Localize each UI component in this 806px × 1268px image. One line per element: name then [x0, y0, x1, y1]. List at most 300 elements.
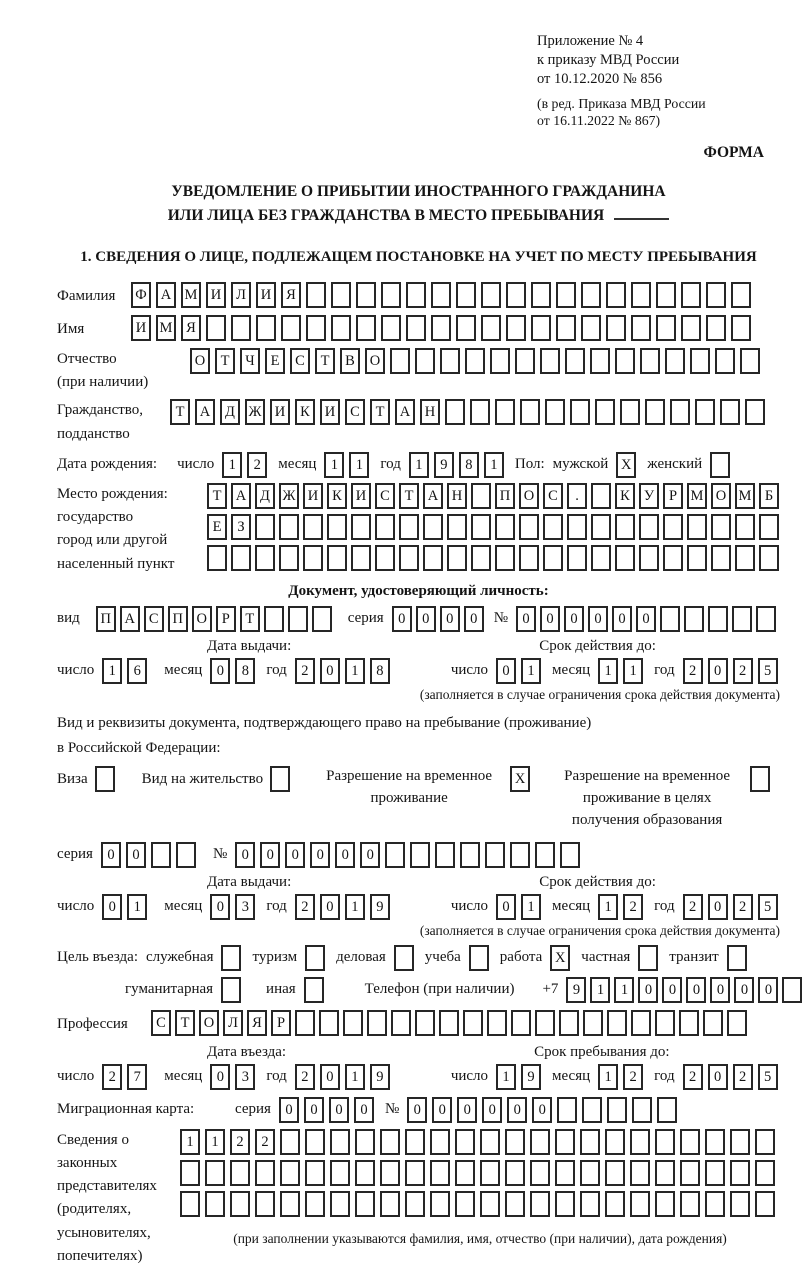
char-cell[interactable]	[356, 282, 376, 308]
char-cell[interactable]: Т	[370, 399, 390, 425]
char-cell[interactable]: 3	[235, 1064, 255, 1090]
char-cell[interactable]	[680, 1160, 700, 1186]
char-cell[interactable]: А	[195, 399, 215, 425]
char-cell[interactable]	[231, 545, 251, 571]
char-cell[interactable]: 5	[758, 1064, 778, 1090]
char-cell[interactable]: 2	[733, 1064, 753, 1090]
char-cell[interactable]	[631, 1010, 651, 1036]
char-cell[interactable]	[381, 282, 401, 308]
char-cell[interactable]	[331, 282, 351, 308]
char-cell[interactable]: Я	[181, 315, 201, 341]
char-cell[interactable]	[456, 282, 476, 308]
char-cell[interactable]: Д	[255, 483, 275, 509]
char-cell[interactable]	[515, 348, 535, 374]
char-cell[interactable]	[151, 842, 171, 868]
char-cell[interactable]	[687, 514, 707, 540]
char-cell[interactable]	[557, 1097, 577, 1123]
char-cell[interactable]	[703, 1010, 723, 1036]
char-cell[interactable]	[505, 1129, 525, 1155]
char-cell[interactable]: Р	[216, 606, 236, 632]
char-cell[interactable]	[756, 606, 776, 632]
char-cell[interactable]: 0	[532, 1097, 552, 1123]
char-cell[interactable]	[306, 282, 326, 308]
char-cell[interactable]	[782, 977, 802, 1003]
char-cell[interactable]: И	[206, 282, 226, 308]
char-cell[interactable]: М	[735, 483, 755, 509]
char-cell[interactable]	[430, 1129, 450, 1155]
char-cell[interactable]: Ж	[245, 399, 265, 425]
char-cell[interactable]	[582, 1097, 602, 1123]
char-cell[interactable]	[555, 1160, 575, 1186]
char-cell[interactable]: 0	[285, 842, 305, 868]
char-cell[interactable]	[731, 315, 751, 341]
char-cell[interactable]	[590, 348, 610, 374]
char-cell[interactable]: М	[687, 483, 707, 509]
char-cell[interactable]	[520, 399, 540, 425]
char-cell[interactable]: 1	[598, 894, 618, 920]
char-cell[interactable]	[490, 348, 510, 374]
char-cell[interactable]	[180, 1191, 200, 1217]
char-cell[interactable]	[581, 315, 601, 341]
char-cell[interactable]: 0	[516, 606, 536, 632]
char-cell[interactable]	[355, 1160, 375, 1186]
char-cell[interactable]	[440, 348, 460, 374]
char-cell[interactable]	[580, 1160, 600, 1186]
char-cell[interactable]: Т	[315, 348, 335, 374]
char-cell[interactable]	[455, 1129, 475, 1155]
char-cell[interactable]: 0	[210, 658, 230, 684]
char-cell[interactable]	[288, 606, 308, 632]
char-cell[interactable]	[485, 842, 505, 868]
char-cell[interactable]: 0	[360, 842, 380, 868]
char-cell[interactable]	[380, 1129, 400, 1155]
char-cell[interactable]	[640, 348, 660, 374]
char-cell[interactable]: О	[711, 483, 731, 509]
char-cell[interactable]	[690, 348, 710, 374]
char-cell[interactable]	[471, 514, 491, 540]
char-cell[interactable]: 0	[612, 606, 632, 632]
char-cell[interactable]	[176, 842, 196, 868]
char-cell[interactable]: Р	[663, 483, 683, 509]
temp-residence-education-checkbox[interactable]	[750, 766, 770, 792]
char-cell[interactable]	[230, 1160, 250, 1186]
char-cell[interactable]	[655, 1160, 675, 1186]
char-cell[interactable]	[423, 514, 443, 540]
char-cell[interactable]	[447, 514, 467, 540]
char-cell[interactable]	[620, 399, 640, 425]
char-cell[interactable]	[732, 606, 752, 632]
char-cell[interactable]: 0	[335, 842, 355, 868]
char-cell[interactable]: 0	[496, 894, 516, 920]
residence-permit-checkbox[interactable]	[270, 766, 290, 792]
char-cell[interactable]: 1	[345, 894, 365, 920]
char-cell[interactable]	[530, 1191, 550, 1217]
char-cell[interactable]	[480, 1160, 500, 1186]
char-cell[interactable]	[431, 315, 451, 341]
char-cell[interactable]: 0	[758, 977, 778, 1003]
char-cell[interactable]: А	[423, 483, 443, 509]
char-cell[interactable]	[731, 282, 751, 308]
char-cell[interactable]	[655, 1129, 675, 1155]
char-cell[interactable]	[330, 1191, 350, 1217]
char-cell[interactable]	[305, 1191, 325, 1217]
char-cell[interactable]	[755, 1160, 775, 1186]
char-cell[interactable]	[631, 315, 651, 341]
char-cell[interactable]	[305, 1160, 325, 1186]
char-cell[interactable]	[447, 545, 467, 571]
purpose-tourism-checkbox[interactable]	[305, 945, 325, 971]
char-cell[interactable]	[375, 514, 395, 540]
char-cell[interactable]	[470, 399, 490, 425]
char-cell[interactable]	[456, 315, 476, 341]
char-cell[interactable]: 9	[434, 452, 454, 478]
char-cell[interactable]	[695, 399, 715, 425]
char-cell[interactable]	[303, 545, 323, 571]
char-cell[interactable]	[706, 315, 726, 341]
char-cell[interactable]	[355, 1191, 375, 1217]
char-cell[interactable]	[705, 1191, 725, 1217]
char-cell[interactable]: 1	[180, 1129, 200, 1155]
char-cell[interactable]	[375, 545, 395, 571]
char-cell[interactable]: 1	[598, 1064, 618, 1090]
char-cell[interactable]: С	[543, 483, 563, 509]
char-cell[interactable]	[545, 399, 565, 425]
char-cell[interactable]	[607, 1010, 627, 1036]
char-cell[interactable]	[615, 514, 635, 540]
char-cell[interactable]: 0	[662, 977, 682, 1003]
purpose-private-checkbox[interactable]	[638, 945, 658, 971]
char-cell[interactable]	[343, 1010, 363, 1036]
char-cell[interactable]	[656, 315, 676, 341]
char-cell[interactable]	[455, 1191, 475, 1217]
char-cell[interactable]: И	[131, 315, 151, 341]
char-cell[interactable]: 0	[416, 606, 436, 632]
char-cell[interactable]	[565, 348, 585, 374]
char-cell[interactable]: Л	[223, 1010, 243, 1036]
char-cell[interactable]: 0	[279, 1097, 299, 1123]
char-cell[interactable]	[399, 514, 419, 540]
char-cell[interactable]	[495, 514, 515, 540]
char-cell[interactable]	[280, 1191, 300, 1217]
char-cell[interactable]	[735, 545, 755, 571]
char-cell[interactable]: Я	[281, 282, 301, 308]
char-cell[interactable]	[630, 1191, 650, 1217]
char-cell[interactable]	[580, 1129, 600, 1155]
char-cell[interactable]	[255, 1160, 275, 1186]
char-cell[interactable]	[583, 1010, 603, 1036]
char-cell[interactable]: 1	[102, 658, 122, 684]
char-cell[interactable]	[506, 315, 526, 341]
title-blank-line[interactable]	[614, 218, 669, 220]
char-cell[interactable]: И	[351, 483, 371, 509]
char-cell[interactable]	[231, 315, 251, 341]
char-cell[interactable]	[530, 1129, 550, 1155]
char-cell[interactable]	[381, 315, 401, 341]
char-cell[interactable]	[639, 514, 659, 540]
char-cell[interactable]	[711, 545, 731, 571]
char-cell[interactable]	[511, 1010, 531, 1036]
char-cell[interactable]	[264, 606, 284, 632]
char-cell[interactable]	[591, 514, 611, 540]
char-cell[interactable]	[495, 545, 515, 571]
char-cell[interactable]	[745, 399, 765, 425]
female-checkbox[interactable]	[710, 452, 730, 478]
char-cell[interactable]: 0	[329, 1097, 349, 1123]
char-cell[interactable]: О	[190, 348, 210, 374]
char-cell[interactable]	[681, 282, 701, 308]
char-cell[interactable]: 5	[758, 894, 778, 920]
char-cell[interactable]: 1	[409, 452, 429, 478]
char-cell[interactable]	[615, 545, 635, 571]
char-cell[interactable]: С	[290, 348, 310, 374]
char-cell[interactable]: 0	[482, 1097, 502, 1123]
char-cell[interactable]: 0	[708, 658, 728, 684]
char-cell[interactable]	[559, 1010, 579, 1036]
char-cell[interactable]: Я	[247, 1010, 267, 1036]
char-cell[interactable]	[455, 1160, 475, 1186]
char-cell[interactable]	[567, 514, 587, 540]
char-cell[interactable]	[205, 1191, 225, 1217]
char-cell[interactable]: 0	[636, 606, 656, 632]
char-cell[interactable]	[530, 1160, 550, 1186]
char-cell[interactable]	[487, 1010, 507, 1036]
char-cell[interactable]	[740, 348, 760, 374]
char-cell[interactable]	[567, 545, 587, 571]
char-cell[interactable]: 2	[733, 894, 753, 920]
char-cell[interactable]	[481, 315, 501, 341]
char-cell[interactable]: 1	[324, 452, 344, 478]
char-cell[interactable]	[730, 1129, 750, 1155]
char-cell[interactable]: 0	[320, 1064, 340, 1090]
char-cell[interactable]: 2	[683, 658, 703, 684]
char-cell[interactable]	[306, 315, 326, 341]
char-cell[interactable]	[327, 514, 347, 540]
char-cell[interactable]	[631, 282, 651, 308]
char-cell[interactable]	[327, 545, 347, 571]
char-cell[interactable]	[380, 1160, 400, 1186]
char-cell[interactable]: С	[144, 606, 164, 632]
char-cell[interactable]	[655, 1191, 675, 1217]
char-cell[interactable]: Р	[271, 1010, 291, 1036]
char-cell[interactable]: И	[256, 282, 276, 308]
char-cell[interactable]: У	[639, 483, 659, 509]
char-cell[interactable]	[385, 842, 405, 868]
char-cell[interactable]: 0	[440, 606, 460, 632]
char-cell[interactable]	[519, 514, 539, 540]
char-cell[interactable]	[430, 1191, 450, 1217]
char-cell[interactable]	[570, 399, 590, 425]
char-cell[interactable]: 0	[210, 1064, 230, 1090]
char-cell[interactable]: 2	[623, 1064, 643, 1090]
char-cell[interactable]: 0	[457, 1097, 477, 1123]
char-cell[interactable]	[560, 842, 580, 868]
char-cell[interactable]	[330, 1129, 350, 1155]
char-cell[interactable]	[463, 1010, 483, 1036]
char-cell[interactable]: И	[270, 399, 290, 425]
char-cell[interactable]: 9	[370, 894, 390, 920]
char-cell[interactable]: К	[327, 483, 347, 509]
char-cell[interactable]	[279, 514, 299, 540]
char-cell[interactable]	[303, 514, 323, 540]
char-cell[interactable]: С	[151, 1010, 171, 1036]
char-cell[interactable]: Т	[170, 399, 190, 425]
char-cell[interactable]	[591, 483, 611, 509]
char-cell[interactable]	[519, 545, 539, 571]
char-cell[interactable]: П	[495, 483, 515, 509]
char-cell[interactable]: О	[519, 483, 539, 509]
char-cell[interactable]: 0	[260, 842, 280, 868]
char-cell[interactable]: 1	[598, 658, 618, 684]
char-cell[interactable]	[415, 348, 435, 374]
char-cell[interactable]	[431, 282, 451, 308]
purpose-other-checkbox[interactable]	[304, 977, 324, 1003]
char-cell[interactable]: 1	[484, 452, 504, 478]
char-cell[interactable]: 1	[521, 658, 541, 684]
char-cell[interactable]	[406, 282, 426, 308]
char-cell[interactable]	[405, 1160, 425, 1186]
char-cell[interactable]	[555, 1129, 575, 1155]
char-cell[interactable]: 1	[345, 658, 365, 684]
char-cell[interactable]	[505, 1191, 525, 1217]
char-cell[interactable]	[715, 348, 735, 374]
char-cell[interactable]	[581, 282, 601, 308]
char-cell[interactable]	[681, 315, 701, 341]
char-cell[interactable]: 0	[310, 842, 330, 868]
char-cell[interactable]	[720, 399, 740, 425]
char-cell[interactable]	[355, 1129, 375, 1155]
char-cell[interactable]	[480, 1129, 500, 1155]
char-cell[interactable]: 1	[614, 977, 634, 1003]
char-cell[interactable]	[351, 514, 371, 540]
purpose-work-checkbox[interactable]: X	[550, 945, 570, 971]
char-cell[interactable]	[663, 545, 683, 571]
char-cell[interactable]: М	[181, 282, 201, 308]
char-cell[interactable]	[705, 1160, 725, 1186]
char-cell[interactable]: 2	[623, 894, 643, 920]
char-cell[interactable]: М	[156, 315, 176, 341]
char-cell[interactable]: 2	[295, 1064, 315, 1090]
char-cell[interactable]: 7	[127, 1064, 147, 1090]
char-cell[interactable]: Т	[207, 483, 227, 509]
char-cell[interactable]: О	[365, 348, 385, 374]
char-cell[interactable]	[606, 282, 626, 308]
char-cell[interactable]	[755, 1129, 775, 1155]
char-cell[interactable]: Н	[447, 483, 467, 509]
char-cell[interactable]	[405, 1191, 425, 1217]
char-cell[interactable]: 5	[758, 658, 778, 684]
char-cell[interactable]	[505, 1160, 525, 1186]
char-cell[interactable]	[445, 399, 465, 425]
char-cell[interactable]	[206, 315, 226, 341]
char-cell[interactable]	[684, 606, 704, 632]
char-cell[interactable]: 0	[102, 894, 122, 920]
male-checkbox[interactable]: X	[616, 452, 636, 478]
char-cell[interactable]: С	[375, 483, 395, 509]
char-cell[interactable]	[255, 1191, 275, 1217]
char-cell[interactable]: 8	[459, 452, 479, 478]
char-cell[interactable]: Б	[759, 483, 779, 509]
char-cell[interactable]	[630, 1129, 650, 1155]
char-cell[interactable]	[410, 842, 430, 868]
char-cell[interactable]	[657, 1097, 677, 1123]
char-cell[interactable]	[556, 315, 576, 341]
char-cell[interactable]: 0	[354, 1097, 374, 1123]
char-cell[interactable]: 1	[623, 658, 643, 684]
char-cell[interactable]: 0	[708, 1064, 728, 1090]
char-cell[interactable]	[670, 399, 690, 425]
char-cell[interactable]: О	[199, 1010, 219, 1036]
char-cell[interactable]	[279, 545, 299, 571]
char-cell[interactable]	[207, 545, 227, 571]
char-cell[interactable]	[471, 545, 491, 571]
char-cell[interactable]: 1	[222, 452, 242, 478]
char-cell[interactable]	[439, 1010, 459, 1036]
char-cell[interactable]: 9	[370, 1064, 390, 1090]
char-cell[interactable]: 1	[349, 452, 369, 478]
char-cell[interactable]	[351, 545, 371, 571]
char-cell[interactable]: Т	[175, 1010, 195, 1036]
char-cell[interactable]	[605, 1191, 625, 1217]
char-cell[interactable]: С	[345, 399, 365, 425]
char-cell[interactable]: 0	[464, 606, 484, 632]
char-cell[interactable]	[280, 1129, 300, 1155]
char-cell[interactable]	[663, 514, 683, 540]
temp-residence-checkbox[interactable]: X	[510, 766, 530, 792]
char-cell[interactable]	[331, 315, 351, 341]
char-cell[interactable]	[435, 842, 455, 868]
char-cell[interactable]: 0	[540, 606, 560, 632]
char-cell[interactable]	[506, 282, 526, 308]
char-cell[interactable]: 0	[507, 1097, 527, 1123]
char-cell[interactable]: А	[231, 483, 251, 509]
char-cell[interactable]	[660, 606, 680, 632]
char-cell[interactable]	[510, 842, 530, 868]
char-cell[interactable]: 1	[205, 1129, 225, 1155]
char-cell[interactable]: К	[615, 483, 635, 509]
char-cell[interactable]: 0	[320, 658, 340, 684]
purpose-official-checkbox[interactable]	[221, 945, 241, 971]
char-cell[interactable]: 0	[235, 842, 255, 868]
char-cell[interactable]: 2	[255, 1129, 275, 1155]
char-cell[interactable]	[759, 545, 779, 571]
char-cell[interactable]	[655, 1010, 675, 1036]
char-cell[interactable]	[630, 1160, 650, 1186]
char-cell[interactable]	[759, 514, 779, 540]
char-cell[interactable]: О	[192, 606, 212, 632]
char-cell[interactable]	[423, 545, 443, 571]
char-cell[interactable]	[605, 1160, 625, 1186]
char-cell[interactable]: 0	[304, 1097, 324, 1123]
char-cell[interactable]: А	[120, 606, 140, 632]
char-cell[interactable]: 2	[683, 1064, 703, 1090]
char-cell[interactable]	[580, 1191, 600, 1217]
char-cell[interactable]	[380, 1191, 400, 1217]
char-cell[interactable]	[471, 483, 491, 509]
char-cell[interactable]	[330, 1160, 350, 1186]
char-cell[interactable]	[730, 1160, 750, 1186]
char-cell[interactable]	[680, 1129, 700, 1155]
char-cell[interactable]: 1	[521, 894, 541, 920]
char-cell[interactable]	[727, 1010, 747, 1036]
char-cell[interactable]: Н	[420, 399, 440, 425]
char-cell[interactable]: 0	[432, 1097, 452, 1123]
char-cell[interactable]: В	[340, 348, 360, 374]
char-cell[interactable]	[480, 1191, 500, 1217]
char-cell[interactable]	[305, 1129, 325, 1155]
char-cell[interactable]: Т	[240, 606, 260, 632]
char-cell[interactable]: 0	[564, 606, 584, 632]
char-cell[interactable]: 0	[710, 977, 730, 1003]
